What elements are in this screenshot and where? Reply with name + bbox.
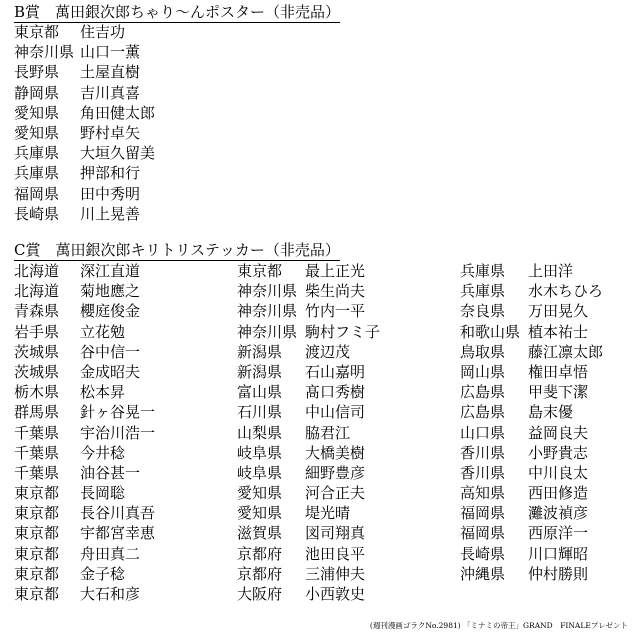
- winner-prefecture: 和歌山県: [460, 322, 521, 341]
- winner-name: 権田卓悟: [528, 362, 589, 381]
- b-prize-title: B賞 萬田銀次郎ちゃり〜んポスター（非売品）: [14, 3, 341, 21]
- winner-name: 万田晃久: [528, 302, 589, 321]
- winner-name: 大垣久留美: [80, 144, 156, 163]
- winner-entry: [14, 123, 155, 143]
- winner-prefecture: 兵庫県: [14, 144, 60, 163]
- winner-name: 植本祐士: [528, 322, 589, 341]
- winner-prefecture: 長崎県: [14, 204, 60, 223]
- winner-name: 甲斐下潔: [528, 383, 589, 402]
- winner-prefecture: 富山県: [237, 383, 283, 402]
- winner-entry: [237, 342, 380, 362]
- winner-prefecture: 香川県: [460, 443, 506, 462]
- winner-name: 川口輝昭: [528, 544, 589, 563]
- winner-entry: [237, 443, 380, 463]
- winner-entry: [460, 362, 603, 382]
- winner-entry: [14, 564, 155, 584]
- winner-entry: [460, 443, 603, 463]
- winner-prefecture: 鳥取県: [460, 342, 506, 361]
- winner-name: 吉川真喜: [80, 83, 141, 102]
- winner-entry: [14, 483, 155, 503]
- winner-entry: [460, 544, 603, 564]
- winner-entry: [14, 103, 155, 123]
- winner-entry: [14, 22, 155, 42]
- winner-name: 立花勉: [80, 322, 126, 341]
- winner-name: 長岡聡: [80, 484, 126, 503]
- winner-entry: [460, 523, 603, 543]
- winner-entry: [14, 523, 155, 543]
- winner-name: 小野貴志: [528, 443, 589, 462]
- winner-entry: [460, 423, 603, 443]
- winner-entry: [14, 544, 155, 564]
- winner-name: 大石和彦: [80, 585, 141, 603]
- winner-prefecture: 大阪府: [237, 585, 283, 603]
- winner-entry: [14, 322, 155, 342]
- winner-name: 柴生尚夫: [305, 282, 366, 301]
- winner-prefecture: 神奈川県: [237, 322, 298, 341]
- b-prize-winner-list: [14, 22, 155, 224]
- winner-prefecture: 山口県: [460, 423, 506, 442]
- winner-entry: [237, 564, 380, 584]
- winner-prefecture: 岡山県: [460, 362, 506, 381]
- winner-name: 島末優: [528, 403, 574, 422]
- winner-name: 金子稔: [80, 564, 126, 583]
- winner-entry: [460, 402, 603, 422]
- winner-prefecture: 兵庫県: [460, 282, 506, 301]
- winner-prefecture: 京都府: [237, 564, 283, 583]
- footer-credit: (週刊漫画ゴラクNo.2981) 「ミナミの帝王」GRAND FINALEプレゼント: [369, 621, 628, 630]
- winner-entry: [14, 184, 155, 204]
- winner-entry: [237, 503, 380, 523]
- winner-prefecture: 岐阜県: [237, 443, 283, 462]
- winner-entry: [237, 483, 380, 503]
- winner-entry: [14, 62, 155, 82]
- winner-name: 渡辺茂: [305, 342, 351, 361]
- winner-name: 松本昇: [80, 383, 126, 402]
- winner-name: 舟田真二: [80, 544, 141, 563]
- winner-entry: [237, 544, 380, 564]
- winner-prefecture: 福岡県: [460, 504, 506, 523]
- winner-prefecture: 北海道: [14, 262, 60, 280]
- winner-entry: [14, 463, 155, 483]
- winner-entry: [237, 423, 380, 443]
- winner-prefecture: 広島県: [460, 403, 506, 422]
- winner-entry: [237, 584, 380, 604]
- winner-name: 大橋美樹: [305, 443, 366, 462]
- c-prize-column-2: [237, 261, 380, 604]
- winner-entry: [237, 362, 380, 382]
- winner-entry: [14, 443, 155, 463]
- winner-prefecture: 千葉県: [14, 423, 60, 442]
- winner-entry: [460, 463, 603, 483]
- winner-name: 野村卓矢: [80, 123, 141, 142]
- winner-prefecture: 愛知県: [237, 504, 283, 523]
- winner-prefecture: 群馬県: [14, 403, 60, 422]
- winner-name: 池田良平: [305, 544, 366, 563]
- winner-name: 西田修造: [528, 484, 589, 503]
- winner-entry: [460, 261, 603, 281]
- winner-prefecture: 青森県: [14, 302, 60, 321]
- winner-name: 堤光晴: [305, 504, 351, 523]
- winner-name: 宇治川浩一: [80, 423, 156, 442]
- winner-entry: [14, 281, 155, 301]
- winner-prefecture: 愛知県: [237, 484, 283, 503]
- winner-entry: [237, 523, 380, 543]
- winner-name: 櫻庭俊金: [80, 302, 141, 321]
- winner-entry: [460, 503, 603, 523]
- winner-name: 上田洋: [528, 262, 574, 280]
- winner-entry: [237, 261, 380, 281]
- winner-name: 図司翔真: [305, 524, 366, 543]
- winner-name: 髙口秀樹: [305, 383, 366, 402]
- winner-name: 田中秀明: [80, 184, 141, 203]
- winner-prefecture: 兵庫県: [460, 262, 506, 280]
- winner-prefecture: 奈良県: [460, 302, 506, 321]
- winner-name: 水木ちひろ: [528, 282, 604, 301]
- winner-entry: [237, 463, 380, 483]
- c-prize-column-1: [14, 261, 155, 604]
- winner-name: 油谷甚一: [80, 463, 141, 482]
- c-prize-column-3: [460, 261, 603, 584]
- winner-name: 深江直道: [80, 262, 141, 280]
- winner-entry: [460, 322, 603, 342]
- winner-name: 金成昭夫: [80, 362, 141, 381]
- winner-entry: [14, 503, 155, 523]
- winner-name: 山口一薫: [80, 43, 141, 62]
- winner-prefecture: 茨城県: [14, 362, 60, 381]
- winner-prefecture: 新潟県: [237, 362, 283, 381]
- winner-prefecture: 長野県: [14, 63, 60, 82]
- winner-prefecture: 香川県: [460, 463, 506, 482]
- winner-name: 灘波禎彦: [528, 504, 589, 523]
- winner-entry: [14, 584, 155, 604]
- winner-name: 小西敦史: [305, 585, 366, 603]
- winner-prefecture: 石川県: [237, 403, 283, 422]
- winner-entry: [460, 281, 603, 301]
- winner-prefecture: 東京都: [14, 544, 60, 563]
- winner-entry: [460, 382, 603, 402]
- winner-prefecture: 千葉県: [14, 443, 60, 462]
- winner-entry: [14, 301, 155, 321]
- winner-entry: [14, 402, 155, 422]
- winner-entry: [14, 163, 155, 183]
- winner-prefecture: 高知県: [460, 484, 506, 503]
- winner-name: 谷中信一: [80, 342, 141, 361]
- winner-entry: [14, 42, 155, 62]
- winner-name: 細野豊彦: [305, 463, 366, 482]
- c-prize-title: C賞 萬田銀次郎キリトリステッカー（非売品）: [14, 241, 340, 259]
- winner-entry: [14, 83, 155, 103]
- winner-entry: [460, 301, 603, 321]
- winner-prefecture: 茨城県: [14, 342, 60, 361]
- winner-prefecture: 広島県: [460, 383, 506, 402]
- winner-entry: [14, 143, 155, 163]
- winner-name: 三浦伸夫: [305, 564, 366, 583]
- winner-name: 石山嘉明: [305, 362, 366, 381]
- winner-name: 住吉功: [80, 23, 126, 41]
- winner-name: 竹内一平: [305, 302, 366, 321]
- winner-prefecture: 京都府: [237, 544, 283, 563]
- winner-prefecture: 滋賀県: [237, 524, 283, 543]
- winner-entry: [460, 342, 603, 362]
- winner-name: 最上正光: [305, 262, 366, 280]
- winner-entry: [14, 261, 155, 281]
- winner-prefecture: 愛知県: [14, 123, 60, 142]
- winner-entry: [460, 564, 603, 584]
- winner-name: 益岡良夫: [528, 423, 589, 442]
- winner-prefecture: 福岡県: [14, 184, 60, 203]
- winner-prefecture: 沖縄県: [460, 564, 506, 583]
- winner-name: 中山信司: [305, 403, 366, 422]
- winner-name: 針ヶ谷晃一: [80, 403, 156, 422]
- winner-prefecture: 新潟県: [237, 342, 283, 361]
- winner-entry: [237, 322, 380, 342]
- winner-prefecture: 東京都: [14, 504, 60, 523]
- winner-prefecture: 兵庫県: [14, 164, 60, 183]
- winner-entry: [14, 382, 155, 402]
- winner-name: 駒村フミ子: [305, 322, 381, 341]
- winner-entry: [14, 362, 155, 382]
- winner-name: 仲村勝則: [528, 564, 589, 583]
- winner-prefecture: 岩手県: [14, 322, 60, 341]
- winner-name: 土屋直樹: [80, 63, 141, 82]
- winner-entry: [460, 483, 603, 503]
- winner-prefecture: 岐阜県: [237, 463, 283, 482]
- winner-name: 西原洋一: [528, 524, 589, 543]
- winner-name: 河合正夫: [305, 484, 366, 503]
- winner-entry: [14, 423, 155, 443]
- winner-prefecture: 東京都: [237, 262, 283, 280]
- winner-prefecture: 千葉県: [14, 463, 60, 482]
- winner-entry: [14, 342, 155, 362]
- winner-prefecture: 東京都: [14, 564, 60, 583]
- winner-name: 長谷川真吾: [80, 504, 156, 523]
- winner-entry: [237, 402, 380, 422]
- winner-entry: [14, 204, 155, 224]
- winner-name: 角田健太郎: [80, 103, 156, 122]
- winner-prefecture: 愛知県: [14, 103, 60, 122]
- winner-prefecture: 北海道: [14, 282, 60, 301]
- winner-prefecture: 東京都: [14, 484, 60, 503]
- winner-prefecture: 東京都: [14, 585, 60, 603]
- winner-prefecture: 東京都: [14, 23, 60, 41]
- winner-prefecture: 福岡県: [460, 524, 506, 543]
- winner-prefecture: 東京都: [14, 524, 60, 543]
- winner-entry: [237, 301, 380, 321]
- winner-name: 宇都宮幸恵: [80, 524, 156, 543]
- winner-name: 川上晃善: [80, 204, 141, 223]
- winner-name: 今井稔: [80, 443, 126, 462]
- winner-prefecture: 神奈川県: [237, 282, 298, 301]
- winner-entry: [237, 382, 380, 402]
- winner-name: 脇君江: [305, 423, 351, 442]
- winner-name: 藤江凛太郎: [528, 342, 604, 361]
- winner-prefecture: 静岡県: [14, 83, 60, 102]
- winner-prefecture: 栃木県: [14, 383, 60, 402]
- winner-name: 菊地應之: [80, 282, 141, 301]
- winner-entry: [237, 281, 380, 301]
- winner-name: 押部和行: [80, 164, 141, 183]
- winner-prefecture: 神奈川県: [237, 302, 298, 321]
- winner-prefecture: 神奈川県: [14, 43, 75, 62]
- winner-name: 中川良太: [528, 463, 589, 482]
- winner-prefecture: 長崎県: [460, 544, 506, 563]
- winner-prefecture: 山梨県: [237, 423, 283, 442]
